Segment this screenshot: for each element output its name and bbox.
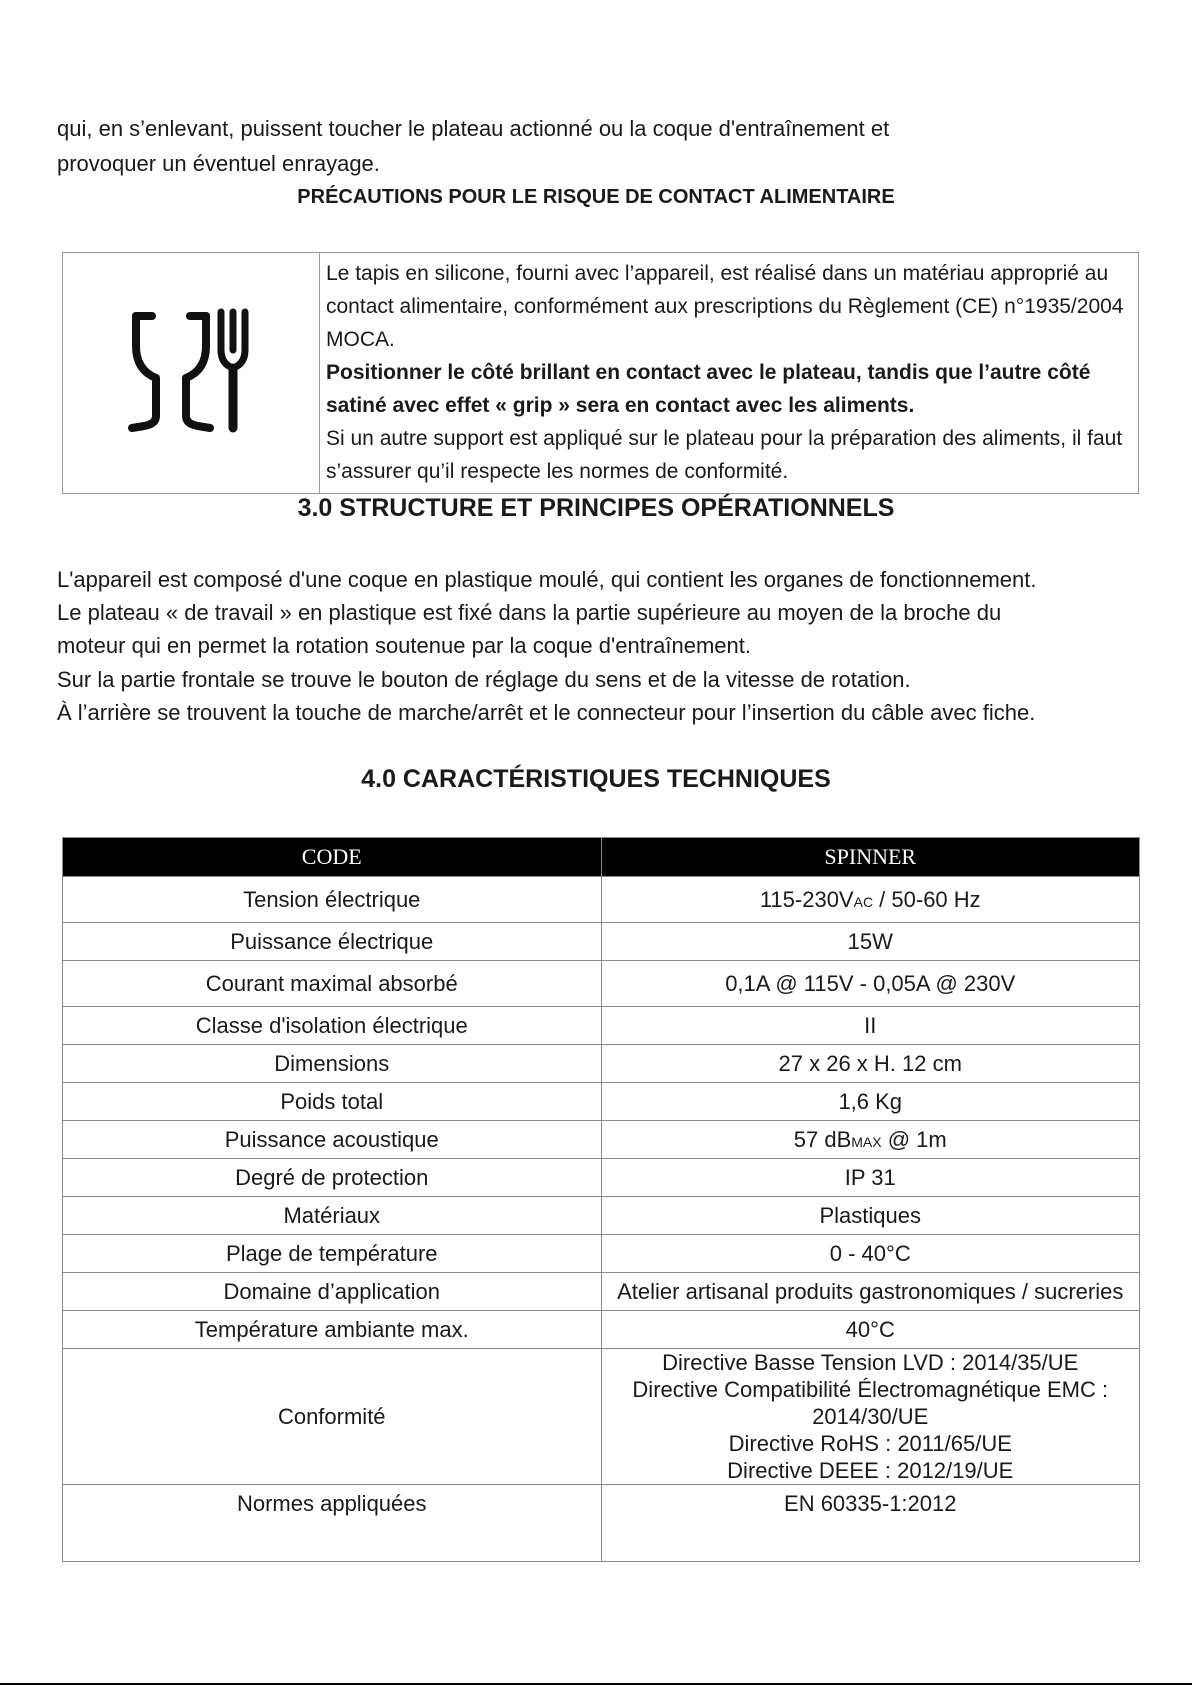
intro-line-2: provoquer un éventuel enrayage.: [57, 151, 380, 176]
spec-label: Classe d'isolation électrique: [63, 1007, 602, 1045]
structure-paragraph-2: Le plateau « de travail » en plastique est fixé dans la partie supérieure au moyen de la broche du: [57, 600, 1002, 625]
spec-value: Atelier artisanal produits gastronomiques / sucreries: [601, 1273, 1140, 1311]
table-row: [63, 1273, 1140, 1311]
food-contact-text-1: Le tapis en silicone, fourni avec l’appareil, est réalisé dans un matériau approprié au contact alimentaire, conformément aux prescriptions du Règlement (CE) n°1935/2004 MOCA.: [326, 262, 1124, 351]
food-contact-text-3: Si un autre support est appliqué sur le plateau pour la préparation des aliments, il faut s’assurer qu’il respecte les normes de conformité.: [326, 427, 1123, 483]
specs-header-model: SPINNER: [601, 838, 1140, 877]
structure-paragraph-5: À l’arrière se trouvent la touche de marche/arrêt et le connecteur pour l’insertion du câble avec fiche.: [57, 700, 1036, 725]
specs-heading: 4.0 CARACTÉRISTIQUES TECHNIQUES: [361, 765, 831, 793]
table-row: [63, 961, 1140, 1007]
food-contact-box: [62, 252, 1139, 494]
food-contact-glass-fork-icon: [126, 308, 256, 438]
spec-label: Température ambiante max.: [63, 1311, 602, 1349]
spec-value: 27 x 26 x H. 12 cm: [601, 1045, 1140, 1083]
table-row: [63, 877, 1140, 923]
conformity-values: [601, 1349, 1140, 1485]
specs-table: [62, 837, 1140, 1562]
spec-label: Dimensions: [63, 1045, 602, 1083]
spec-label: Puissance acoustique: [63, 1121, 602, 1159]
table-row: [63, 1485, 1140, 1562]
food-contact-text-cell: [320, 253, 1138, 493]
spec-value: 1,6 Kg: [601, 1083, 1140, 1121]
conformity-line: Directive RoHS : 2011/65/UE: [728, 1431, 1012, 1456]
spec-value: II: [601, 1007, 1140, 1045]
spec-value: Plastiques: [601, 1197, 1140, 1235]
structure-paragraph-4: Sur la partie frontale se trouve le bouton de réglage du sens et de la vitesse de rotation.: [57, 667, 911, 692]
spec-label: Matériaux: [63, 1197, 602, 1235]
spec-value: 15W: [601, 923, 1140, 961]
spec-label: Courant maximal absorbé: [63, 961, 602, 1007]
norms-value: EN 60335-1:2012: [601, 1485, 1140, 1562]
table-row: [63, 1197, 1140, 1235]
intro-line-1: qui, en s’enlevant, puissent toucher le plateau actionné ou la coque d'entraînement et: [57, 116, 890, 141]
food-contact-text-2: Positionner le côté brillant en contact avec le plateau, tandis que l’autre côté satiné avec effet « grip » sera en contact avec les aliments.: [326, 361, 1091, 417]
spec-value: 40°C: [601, 1311, 1140, 1349]
spec-label: Tension électrique: [63, 877, 602, 923]
table-row: [63, 1045, 1140, 1083]
table-row: [63, 1121, 1140, 1159]
table-row: [63, 1349, 1140, 1485]
specs-header-code: CODE: [63, 838, 602, 877]
spec-value: IP 31: [601, 1159, 1140, 1197]
spec-label: Poids total: [63, 1083, 602, 1121]
table-row: [63, 1311, 1140, 1349]
table-row: [63, 1235, 1140, 1273]
table-row: [63, 1083, 1140, 1121]
table-row: [63, 1159, 1140, 1197]
conformity-line: Directive Compatibilité Électromagnétique EMC : 2014/30/UE: [632, 1377, 1109, 1429]
food-contact-icon-cell: [63, 253, 320, 493]
structure-paragraph-1: L'appareil est composé d'une coque en plastique moulé, qui contient les organes de fonctionnement.: [57, 567, 1037, 592]
structure-paragraph-3: moteur qui en permet la rotation soutenue par la coque d'entraînement.: [57, 633, 751, 658]
spec-label: Domaine d’application: [63, 1273, 602, 1311]
food-contact-heading: PRÉCAUTIONS POUR LE RISQUE DE CONTACT ALIMENTAIRE: [297, 186, 895, 208]
conformity-line: Directive DEEE : 2012/19/UE: [727, 1458, 1014, 1483]
spec-value: 0 - 40°C: [601, 1235, 1140, 1273]
spec-value: 57 dBMAX @ 1m: [601, 1121, 1140, 1159]
spec-label: Puissance électrique: [63, 923, 602, 961]
spec-label: Degré de protection: [63, 1159, 602, 1197]
structure-heading: 3.0 STRUCTURE ET PRINCIPES OPÉRATIONNELS: [297, 494, 895, 522]
table-row: [63, 923, 1140, 961]
conformity-label: Conformité: [63, 1349, 602, 1485]
spec-label: Plage de température: [63, 1235, 602, 1273]
norms-label: Normes appliquées: [63, 1485, 602, 1562]
table-row: [63, 1007, 1140, 1045]
spec-value: 0,1A @ 115V - 0,05A @ 230V: [601, 961, 1140, 1007]
conformity-line: Directive Basse Tension LVD : 2014/35/UE: [662, 1350, 1079, 1375]
spec-value: 115-230VAC / 50-60 Hz: [601, 877, 1140, 923]
